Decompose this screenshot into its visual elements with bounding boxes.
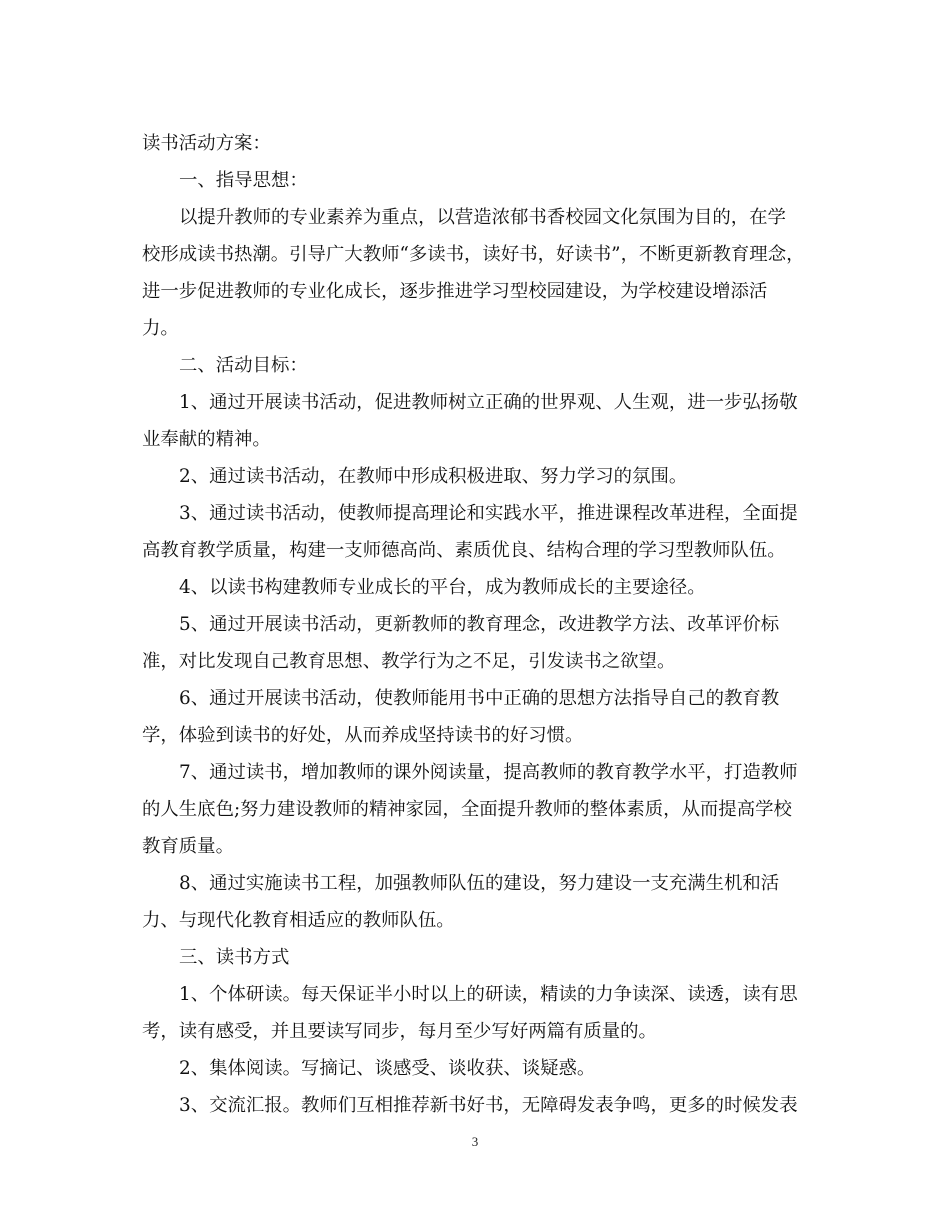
paragraph-line: 1、个体研读。每天保证半小时以上的研读，精读的力争读深、读透，读有思 bbox=[179, 984, 798, 1005]
section-heading-reading-methods: 三、读书方式 bbox=[179, 947, 290, 968]
paragraph-line: 3、通过读书活动，使教师提高理论和实践水平，推进课程改革进程，全面提 bbox=[179, 503, 798, 524]
paragraph-line: 以提升教师的专业素养为重点，以营造浓郁书香校园文化氛围为目的，在学 bbox=[179, 207, 786, 228]
paragraph-line: 力。 bbox=[142, 318, 179, 339]
paragraph-line: 7、通过读书，增加教师的课外阅读量，提高教师的教育教学水平，打造教师 bbox=[179, 762, 798, 783]
paragraph-line: 3、交流汇报。教师们互相推荐新书好书，无障碍发表争鸣，更多的时候发表 bbox=[179, 1095, 798, 1116]
paragraph-line: 学，体验到读书的好处，从而养成坚持读书的好习惯。 bbox=[142, 725, 584, 746]
paragraph-line: 业奉献的精神。 bbox=[142, 429, 271, 450]
paragraph-line: 力、与现代化教育相适应的教师队伍。 bbox=[142, 910, 455, 931]
paragraph-line: 的人生底色;努力建设教师的精神家园，全面提升教师的整体素质，从而提高学校 bbox=[142, 799, 792, 820]
paragraph-line: 4、以读书构建教师专业成长的平台，成为教师成长的主要途径。 bbox=[179, 577, 706, 598]
section-heading-guiding-thought: 一、指导思想： bbox=[179, 170, 308, 191]
paragraph-line: 6、通过开展读书活动，使教师能用书中正确的思想方法指导自己的教育教 bbox=[179, 688, 780, 709]
page-number: 3 bbox=[471, 1134, 479, 1149]
paragraph-line: 1、通过开展读书活动，促进教师树立正确的世界观、人生观，进一步弘扬敬 bbox=[179, 392, 798, 413]
paragraph-line: 8、通过实施读书工程，加强教师队伍的建设，努力建设一支充满生机和活 bbox=[179, 873, 780, 894]
paragraph-line: 教育质量。 bbox=[142, 836, 234, 857]
document-body bbox=[142, 125, 812, 1124]
document-title: 读书活动方案： bbox=[142, 133, 271, 154]
paragraph-line: 2、集体阅读。写摘记、谈感受、谈收获、谈疑惑。 bbox=[179, 1058, 596, 1079]
paragraph-line: 高教育教学质量，构建一支师德高尚、素质优良、结构合理的学习型教师队伍。 bbox=[142, 540, 786, 561]
paragraph-line: 2、通过读书活动，在教师中形成积极进取、努力学习的氛围。 bbox=[179, 466, 688, 487]
paragraph-line: 进一步促进教师的专业化成长，逐步推进学习型校园建设，为学校建设增添活 bbox=[142, 281, 768, 302]
paragraph-line: 准，对比发现自己教育思想、教学行为之不足，引发读书之欲望。 bbox=[142, 651, 676, 672]
paragraph-line: 考，读有感受，并且要读写同步，每月至少写好两篇有质量的。 bbox=[142, 1021, 657, 1042]
paragraph-line: 5、通过开展读书活动，更新教师的教育理念，改进教学方法、改革评价标 bbox=[179, 614, 780, 635]
section-heading-activity-goals: 二、活动目标： bbox=[179, 355, 308, 376]
paragraph-line: 校形成读书热潮。引导广大教师“多读书，读好书，好读书”，不断更新教育理念， bbox=[142, 244, 805, 265]
